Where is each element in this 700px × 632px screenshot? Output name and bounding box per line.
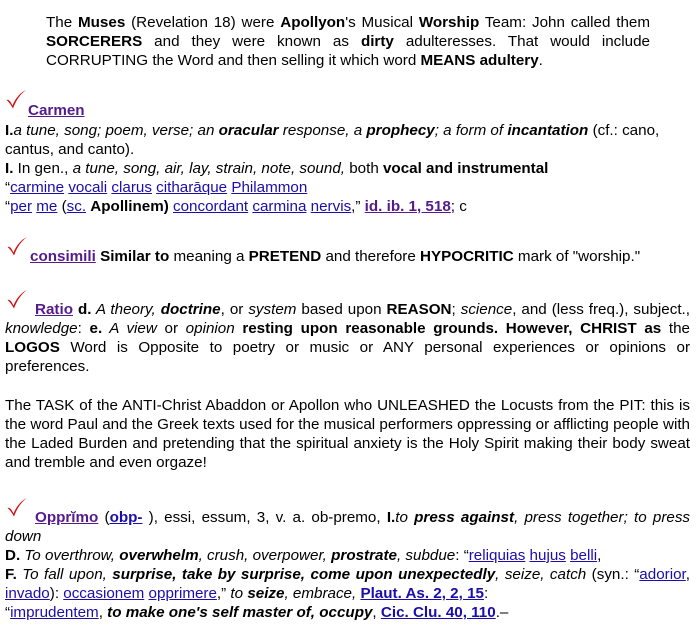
latin-word-link[interactable]: sc. <box>66 198 87 215</box>
latin-word-link[interactable]: occasionem <box>63 585 145 602</box>
latin-word-link[interactable]: per <box>10 198 33 215</box>
ratio-definition: Ratio d. A theory, doctrine, or system based upon REASON; science, and (less freq.), subject., knowledge: e. A view or opinion resting upon reasonable grounds. However, CHRIST as the LOGOS Word is Opposite to poetry or music or ANY personal experiences or opinions or preferences. <box>5 301 690 375</box>
carmen-example-2: “per me (sc. Apollinem) concordant carmina nervis,” id. ib. 1, 518; c <box>5 198 467 215</box>
citation-link[interactable]: Cic. Clu. 40, 110 <box>380 604 496 621</box>
opprimo-link[interactable]: Opprĭmo <box>35 509 99 526</box>
carmen-link[interactable]: Carmen <box>28 102 85 119</box>
opprimo-sense-d: D. To overthrow, overwhelm, crush, overpower, prostrate, subdue: “reliquias hujus belli, <box>5 547 602 564</box>
opprimo-sense-f: F. To fall upon, surprise, take by surprise, come upon unexpectedly, seize, catch (syn.: “adorior, invado): occasionem opprimere,” to seize, embrace, Plaut. As. 2, 2, 15: <box>5 566 690 602</box>
latin-word-link[interactable]: hujus <box>529 547 566 564</box>
opprimo-definition: Opprĭmo (obp- ), essi, essum, 3, v. a. ob-premo, I.to press against, press together; to press down <box>5 509 691 545</box>
carmen-definition-2: I. In gen., a tune, song, air, lay, strain, note, sound, both vocal and instrumental <box>5 160 549 177</box>
latin-word-link[interactable]: Philammon <box>231 179 308 196</box>
latin-word-link[interactable]: adorior <box>639 566 686 583</box>
latin-word-link[interactable]: imprudentem <box>10 604 99 621</box>
ratio-link[interactable]: Ratio <box>35 301 73 318</box>
carmen-example-1: “carmine vocali clarus citharāque Philammon <box>5 179 308 196</box>
latin-word-link[interactable]: carmina <box>252 198 307 215</box>
latin-word-link[interactable]: nervis <box>310 198 352 215</box>
latin-word-link[interactable]: reliquias <box>468 547 526 564</box>
opprimo-example: “imprudentem, to make one's self master of, occupy, Cic. Clu. 40, 110.– <box>5 604 509 621</box>
latin-word-link[interactable]: belli <box>570 547 598 564</box>
latin-word-link[interactable]: opprimere <box>148 585 217 602</box>
carmen-heading[interactable] <box>28 101 85 120</box>
latin-word-link[interactable]: clarus <box>111 179 152 196</box>
checkmark-icon <box>6 236 28 256</box>
latin-word-link[interactable]: citharāque <box>156 179 228 196</box>
task-paragraph: The TASK of the ANTI-Christ Abaddon or Apollon who UNLEASHED the Locusts from the PIT: this is the word Paul and the Greek texts used for the musical performers oppressing or afflicting people with the Laded Burden and pretending that the spiritual anxiety is the Holy Spirit making their body sweat and tremble and even orgaze! <box>5 397 690 471</box>
citation-link[interactable]: Plaut. As. 2, 2, 15 <box>360 585 484 602</box>
latin-word-link[interactable]: concordant <box>173 198 249 215</box>
consimili-line: consimili Similar to meaning a PRETEND and therefore HYPOCRITIC mark of "worship." <box>30 248 641 265</box>
intro-paragraph: The Muses (Revelation 18) were Apollyon's Musical Worship Team: John called them SORCERERS and they were known as dirty adulteresses. That would include CORRUPTING the Word and then selling it which word MEANS adultery. <box>46 14 651 69</box>
obp-link[interactable]: obp- <box>109 509 143 526</box>
checkmark-icon <box>5 89 27 109</box>
consimili-link[interactable]: consimili <box>30 248 96 265</box>
latin-word-link[interactable]: me <box>36 198 58 215</box>
citation-link[interactable]: id. ib. 1, 518 <box>364 198 451 215</box>
carmen-definition-1: I.a tune, song; poem, verse; an oracular response, a prophecy; a form of incantation (cf.: cano, cantus, and canto). <box>5 122 660 158</box>
latin-word-link[interactable]: invado <box>5 585 50 602</box>
latin-word-link[interactable]: vocali <box>68 179 108 196</box>
latin-word-link[interactable]: carmine <box>10 179 65 196</box>
